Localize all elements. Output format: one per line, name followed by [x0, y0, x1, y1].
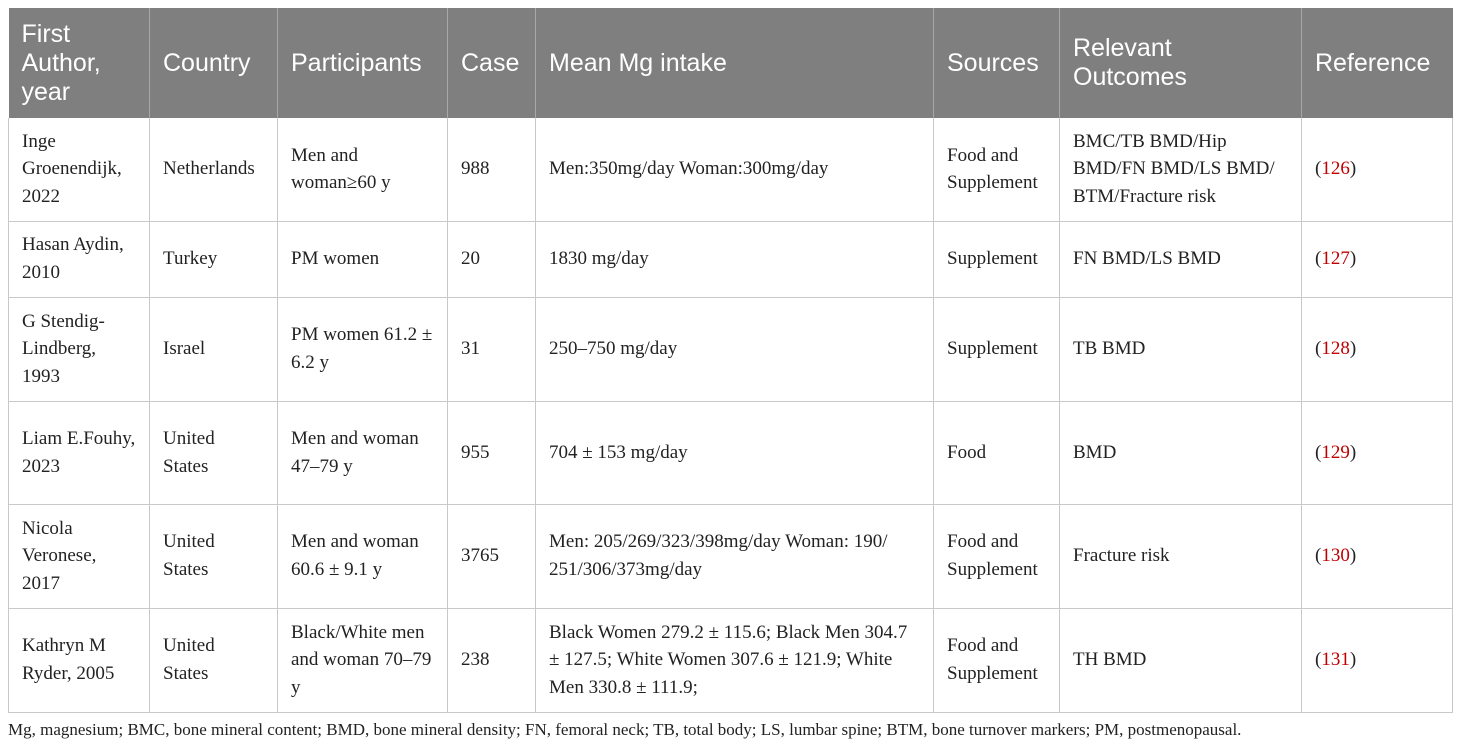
participants-cell: Men and woman 60.6 ± 9.1 y: [278, 504, 448, 608]
reference-cell: [1302, 221, 1453, 297]
outcomes-cell: BMD: [1060, 401, 1302, 504]
reference-cell: [1302, 118, 1453, 221]
sources-cell: Supplement: [934, 297, 1060, 401]
table-row: [9, 297, 1453, 401]
header-row: [9, 8, 1453, 118]
country-cell: Turkey: [150, 221, 278, 297]
table-row: [9, 504, 1453, 608]
case-cell: 3765: [448, 504, 536, 608]
reference-cell: [1302, 504, 1453, 608]
case-cell: 31: [448, 297, 536, 401]
country-cell: United States: [150, 401, 278, 504]
table-footnote: Mg, magnesium; BMC, bone mineral content; BMD, bone mineral density; FN, femoral neck; TB, total body; LS, lumbar spine; BTM, bone turnover markers; PM, postmenopausal.: [8, 720, 1242, 739]
ref-open: (: [1315, 158, 1322, 180]
study-table: [8, 8, 1453, 713]
header-participants: Participants: [278, 8, 448, 118]
sources-cell: Supplement: [934, 221, 1060, 297]
country-cell: Israel: [150, 297, 278, 401]
ref-close: ): [1349, 248, 1357, 270]
participants-cell: PM women 61.2 ± 6.2 y: [278, 297, 448, 401]
ref-close: ): [1349, 441, 1357, 463]
header-country: Country: [150, 8, 278, 118]
author-cell: Liam E.Fouhy, 2023: [9, 401, 150, 504]
case-cell: 988: [448, 118, 536, 221]
author-cell: Hasan Aydin, 2010: [9, 221, 150, 297]
header-outcomes: Relevant Outcomes: [1060, 8, 1302, 118]
intake-cell: 1830 mg/day: [536, 221, 934, 297]
ref-open: (: [1315, 545, 1322, 567]
sources-cell: Food: [934, 401, 1060, 504]
intake-cell: 250–750 mg/day: [536, 297, 934, 401]
reference-link[interactable]: 128: [1321, 338, 1350, 360]
table-row: [9, 608, 1453, 712]
intake-cell: 704 ± 153 mg/day: [536, 401, 934, 504]
reference-cell: [1302, 401, 1453, 504]
author-cell: Nicola Veronese, 2017: [9, 504, 150, 608]
case-cell: 238: [448, 608, 536, 712]
intake-cell: Men:350mg/day Woman:300mg/day: [536, 118, 934, 221]
header-case: Case: [448, 8, 536, 118]
participants-cell: Black/White men and woman 70–79 y: [278, 608, 448, 712]
sources-cell: Food and Supplement: [934, 608, 1060, 712]
reference-cell: [1302, 297, 1453, 401]
ref-open: (: [1315, 248, 1322, 270]
ref-close: ): [1349, 158, 1357, 180]
table-row: [9, 118, 1453, 221]
participants-cell: Men and woman 47–79 y: [278, 401, 448, 504]
header-author: First Author, year: [9, 8, 150, 118]
ref-open: (: [1315, 338, 1322, 360]
ref-close: ): [1349, 545, 1357, 567]
ref-close: ): [1349, 338, 1357, 360]
sources-cell: Food and Supplement: [934, 504, 1060, 608]
case-cell: 20: [448, 221, 536, 297]
outcomes-cell: TB BMD: [1060, 297, 1302, 401]
header-intake: Mean Mg intake: [536, 8, 934, 118]
country-cell: United States: [150, 608, 278, 712]
ref-open: (: [1315, 649, 1322, 671]
intake-cell: Men: 205/269/323/398mg/day Woman: 190/ 251/306/373mg/day: [536, 504, 934, 608]
sources-cell: Food and Supplement: [934, 118, 1060, 221]
case-cell: 955: [448, 401, 536, 504]
reference-cell: [1302, 608, 1453, 712]
ref-close: ): [1349, 649, 1357, 671]
outcomes-cell: Fracture risk: [1060, 504, 1302, 608]
ref-open: (: [1315, 441, 1322, 463]
table-row: [9, 221, 1453, 297]
table-row: [9, 401, 1453, 504]
reference-link[interactable]: 126: [1321, 158, 1350, 180]
header-reference: Reference: [1302, 8, 1453, 118]
author-cell: G Stendig-Lindberg, 1993: [9, 297, 150, 401]
participants-cell: Men and woman≥60 y: [278, 118, 448, 221]
reference-link[interactable]: 127: [1321, 248, 1350, 270]
country-cell: United States: [150, 504, 278, 608]
reference-link[interactable]: 131: [1321, 649, 1350, 671]
author-cell: Kathryn M Ryder, 2005: [9, 608, 150, 712]
header-sources: Sources: [934, 8, 1060, 118]
outcomes-cell: TH BMD: [1060, 608, 1302, 712]
reference-link[interactable]: 129: [1321, 441, 1350, 463]
reference-link[interactable]: 130: [1321, 545, 1350, 567]
country-cell: Netherlands: [150, 118, 278, 221]
table-container: [8, 8, 1452, 713]
outcomes-cell: FN BMD/LS BMD: [1060, 221, 1302, 297]
outcomes-cell: BMC/TB BMD/Hip BMD/FN BMD/LS BMD/ BTM/Fracture risk: [1060, 118, 1302, 221]
participants-cell: PM women: [278, 221, 448, 297]
author-cell: Inge Groenendijk, 2022: [9, 118, 150, 221]
intake-cell: Black Women 279.2 ± 115.6; Black Men 304.7 ± 127.5; White Women 307.6 ± 121.9; White Men 330.8 ± 111.9;: [536, 608, 934, 712]
